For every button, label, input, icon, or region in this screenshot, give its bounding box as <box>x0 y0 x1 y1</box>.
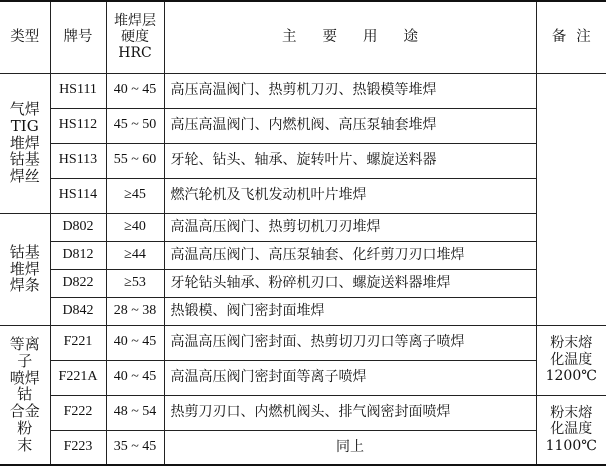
hardness-cell: 40 ~ 45 <box>106 73 164 108</box>
remark-cell-melting-1100: 粉末熔 化温度 1100℃ <box>536 395 606 465</box>
table-row <box>0 73 606 108</box>
hardness-cell: 35 ~ 45 <box>106 430 164 465</box>
header-hardness: 堆焊层 硬度 HRC <box>106 1 164 73</box>
header-remark: 备注 <box>536 1 606 73</box>
usage-cell: 高温高压阀门、热剪切机刀刃堆焊 <box>164 213 536 241</box>
hardness-cell: 28 ~ 38 <box>106 297 164 325</box>
table-row <box>0 143 606 178</box>
type-cell-electrode: 钴基 堆焊 焊条 <box>0 213 50 325</box>
table-row <box>0 430 606 465</box>
header-type: 类型 <box>0 1 50 73</box>
hardness-cell: ≥45 <box>106 178 164 213</box>
usage-cell: 高压高温阀门、内燃机阀、高压泵轴套堆焊 <box>164 108 536 143</box>
grade-cell: HS114 <box>50 178 106 213</box>
usage-cell: 同上 <box>164 430 536 465</box>
hardness-cell: 40 ~ 45 <box>106 325 164 360</box>
table-row <box>0 269 606 297</box>
remark-cell-empty <box>536 73 606 325</box>
grade-cell: F221A <box>50 360 106 395</box>
hardness-cell: 40 ~ 45 <box>106 360 164 395</box>
usage-cell: 高温高压阀门密封面等离子喷焊 <box>164 360 536 395</box>
usage-cell: 高温高压阀门、高压泵轴套、化纤剪刀刃口堆焊 <box>164 241 536 269</box>
table-row <box>0 178 606 213</box>
grade-cell: HS112 <box>50 108 106 143</box>
hardness-cell: ≥53 <box>106 269 164 297</box>
grade-cell: F221 <box>50 325 106 360</box>
header-grade: 牌号 <box>50 1 106 73</box>
table-row <box>0 395 606 430</box>
header-usage: 主要用途 <box>164 1 536 73</box>
usage-cell: 高压高温阀门、热剪机刀刃、热锻模等堆焊 <box>164 73 536 108</box>
table-row <box>0 213 606 241</box>
usage-cell: 热锻模、阀门密封面堆焊 <box>164 297 536 325</box>
hardness-cell: ≥44 <box>106 241 164 269</box>
grade-cell: F222 <box>50 395 106 430</box>
type-cell-welding-wire: 气焊 TIG 堆焊 钴基 焊丝 <box>0 73 50 213</box>
table-row <box>0 325 606 360</box>
remark-cell-melting-1200: 粉末熔 化温度 1200℃ <box>536 325 606 395</box>
usage-cell: 牙轮、钻头、轴承、旋转叶片、螺旋送料器 <box>164 143 536 178</box>
grade-cell: HS111 <box>50 73 106 108</box>
grade-cell: HS113 <box>50 143 106 178</box>
grade-cell: F223 <box>50 430 106 465</box>
grade-cell: D822 <box>50 269 106 297</box>
usage-cell: 燃汽轮机及飞机发动机叶片堆焊 <box>164 178 536 213</box>
table-row <box>0 108 606 143</box>
table-row <box>0 360 606 395</box>
usage-cell: 热剪刀刃口、内燃机阀头、排气阀密封面喷焊 <box>164 395 536 430</box>
usage-cell: 高温高压阀门密封面、热剪切刀刃口等离子喷焊 <box>164 325 536 360</box>
grade-cell: D842 <box>50 297 106 325</box>
hardness-cell: 45 ~ 50 <box>106 108 164 143</box>
table-row <box>0 241 606 269</box>
header-row <box>0 1 606 73</box>
table-row <box>0 297 606 325</box>
hardness-cell: 48 ~ 54 <box>106 395 164 430</box>
type-cell-plasma-powder: 等离子 喷焊钴 合金粉 末 <box>0 325 50 465</box>
hardness-cell: ≥40 <box>106 213 164 241</box>
usage-cell: 牙轮钻头轴承、粉碎机刃口、螺旋送料器堆焊 <box>164 269 536 297</box>
grade-cell: D812 <box>50 241 106 269</box>
hardness-cell: 55 ~ 60 <box>106 143 164 178</box>
grade-cell: D802 <box>50 213 106 241</box>
